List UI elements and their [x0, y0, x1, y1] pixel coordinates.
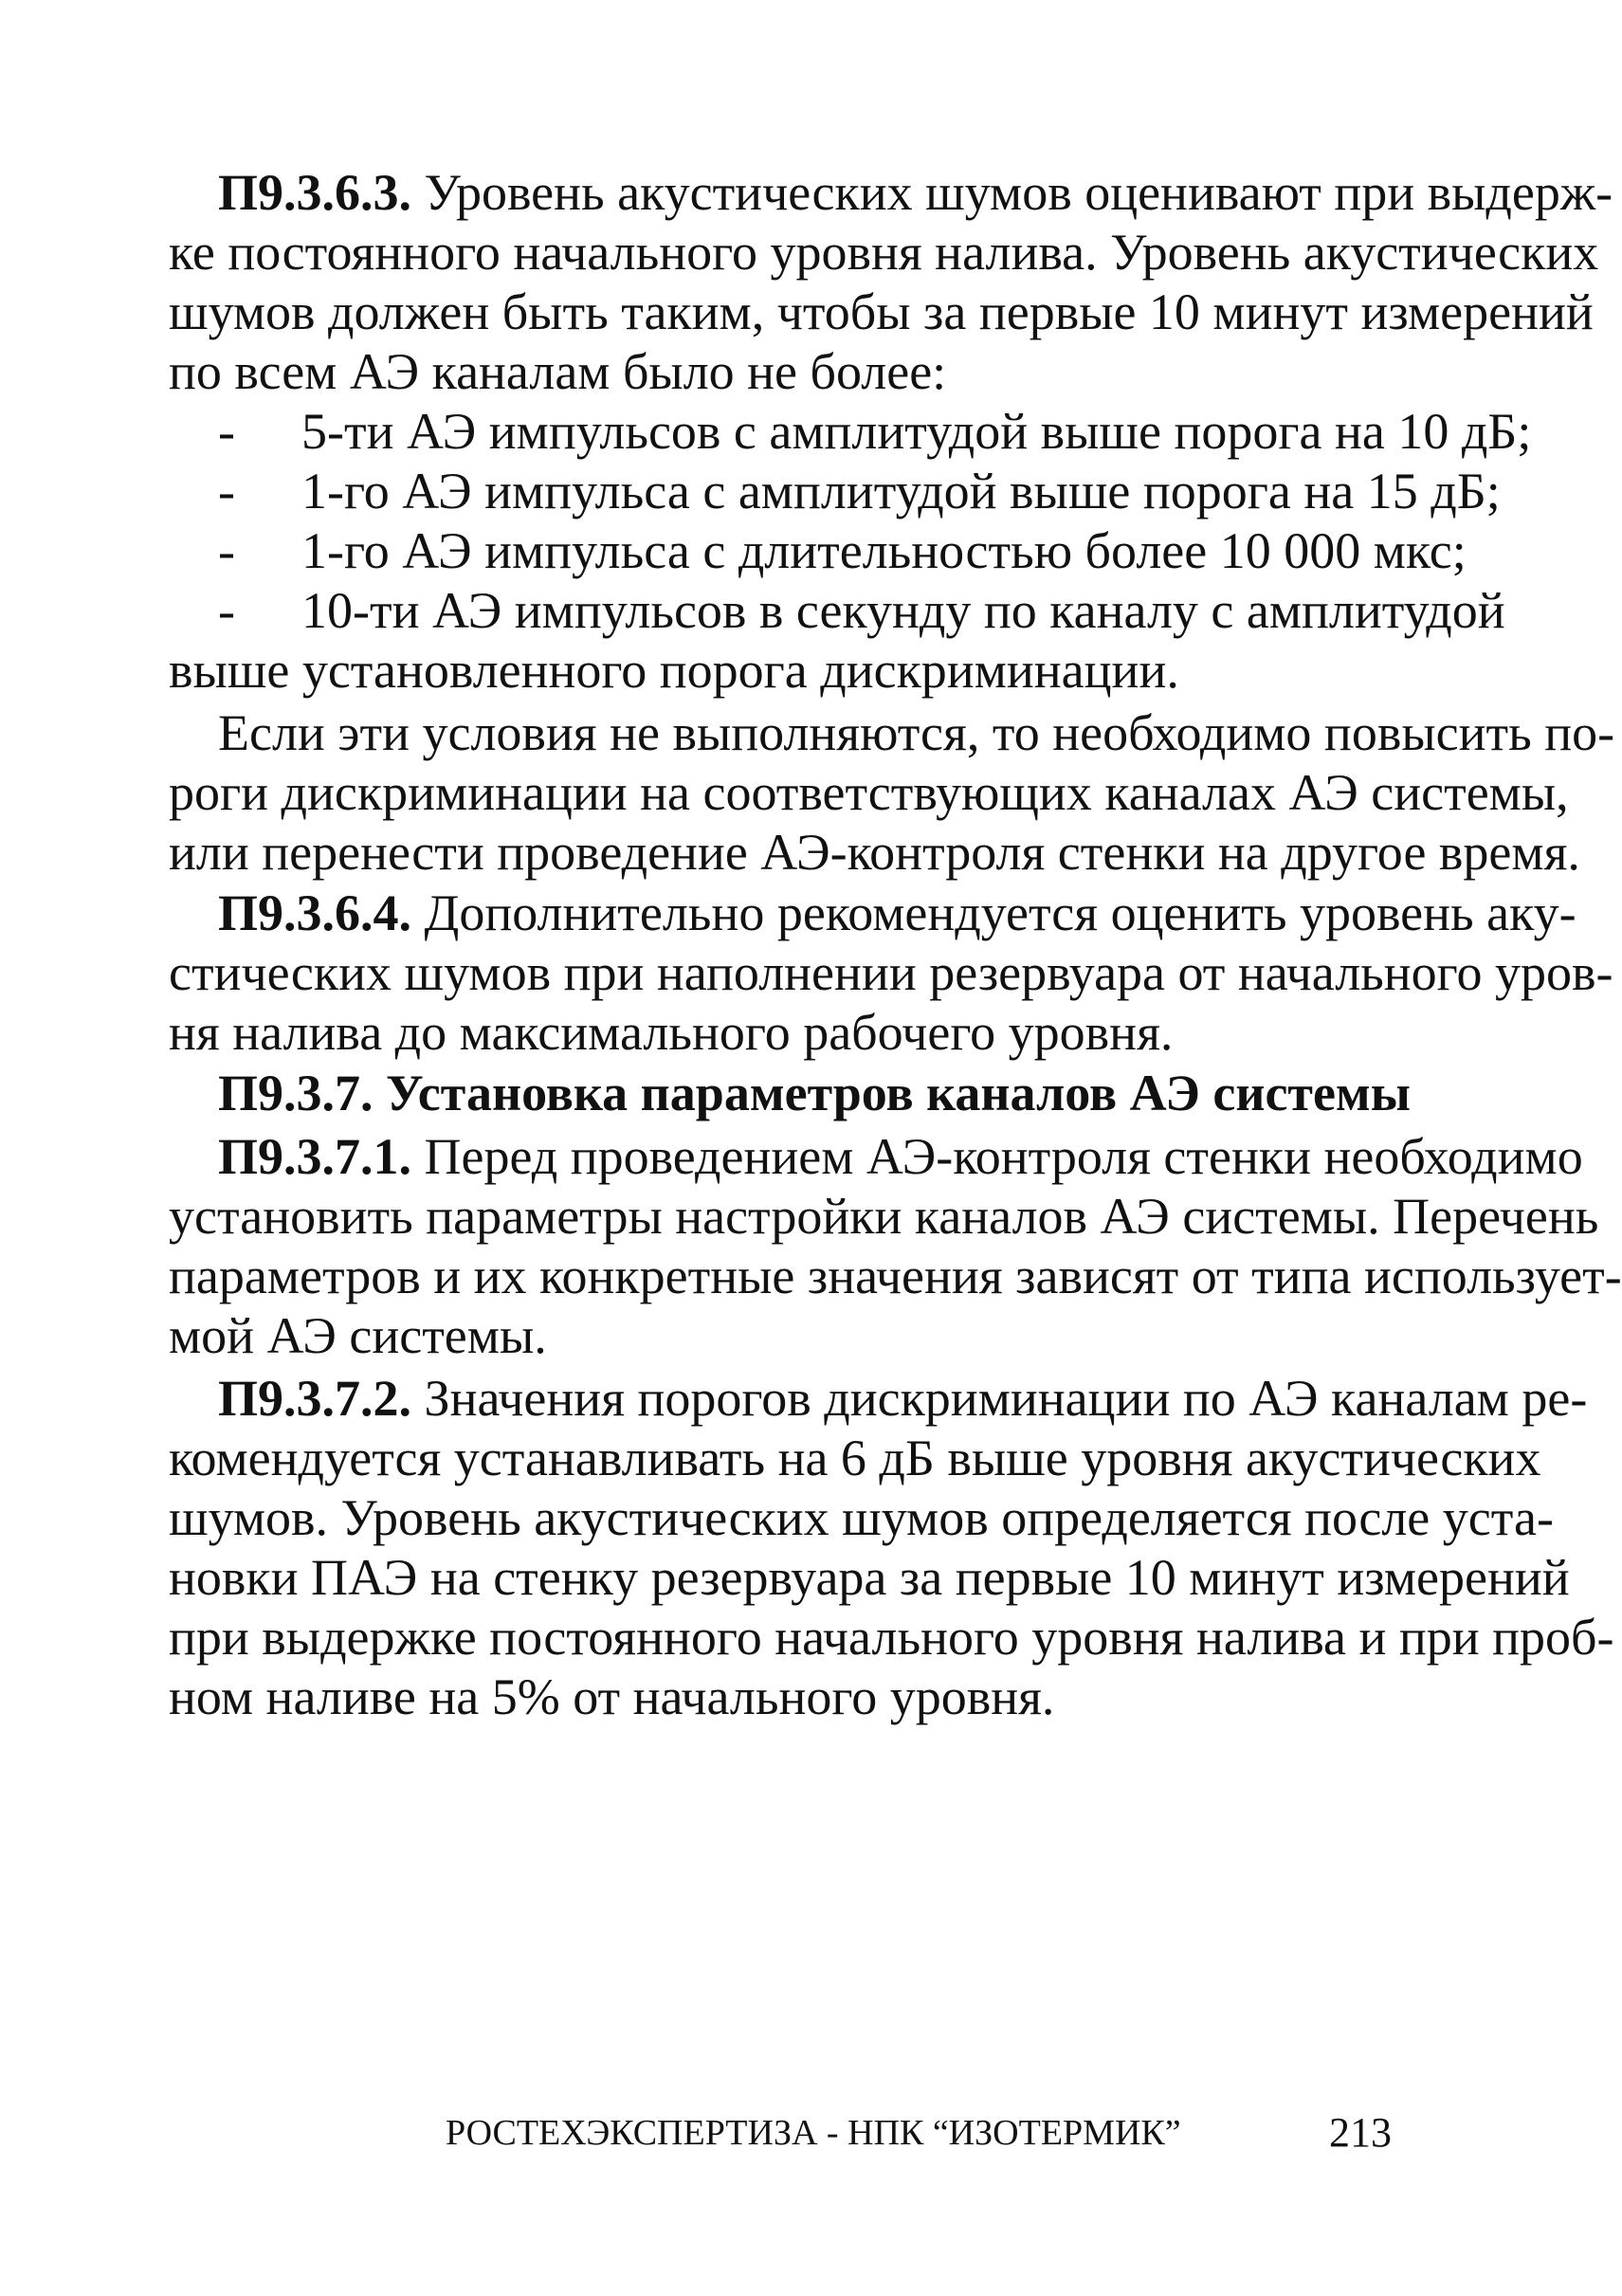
- bullet-text: 1-го АЭ импульса с амплитудой выше порога на 15 дБ;: [301, 463, 1501, 519]
- bullet-continuation: выше установленного порога дискриминации.: [169, 642, 1179, 699]
- paragraph-line: ном наливе на 5% от начального уровня.: [169, 1668, 1055, 1725]
- paragraph-line: ня налива до максимального рабочего уровня.: [169, 1004, 1174, 1061]
- paragraph-text: Перед проведением АЭ-контроля стенки необходимо: [411, 1128, 1583, 1185]
- page-number: 213: [1329, 2109, 1392, 2156]
- paragraph-line: ке постоянного начального уровня налива. Уровень акустических: [169, 224, 1599, 281]
- paragraph-line: Если эти условия не выполняются, то необходимо повысить по-: [218, 704, 1615, 761]
- paragraph-line: при выдержке постоянного начального уровня налива и при проб-: [169, 1609, 1614, 1666]
- paragraph-number: П9.3.7.2.: [218, 1370, 412, 1427]
- paragraph-line: или перенести проведение АЭ-контроля стенки на другое время.: [169, 824, 1580, 881]
- paragraph-line: установить параметры настройки каналов АЭ системы. Перечень: [169, 1188, 1599, 1245]
- paragraph-number: П9.3.6.4.: [218, 884, 412, 941]
- paragraph-line: шумов должен быть таким, чтобы за первые 10 минут измерений: [169, 283, 1594, 340]
- paragraph-line: шумов. Уровень акустических шумов определяется после уста-: [169, 1489, 1554, 1546]
- paragraph-number: П9.3.6.3.: [218, 164, 412, 221]
- paragraph-line: комендуется устанавливать на 6 дБ выше уровня акустических: [169, 1430, 1541, 1486]
- document-page: [169, 161, 1622, 2266]
- paragraph-line: параметров и их конкретные значения зависят от типа использует-: [169, 1248, 1622, 1304]
- bullet-dash: -: [218, 403, 235, 460]
- paragraph-line: по всем АЭ каналам было не более:: [169, 343, 947, 400]
- section-heading: П9.3.7. Установка параметров каналов АЭ системы: [218, 1065, 1411, 1121]
- paragraph-line: [218, 1367, 1588, 1430]
- paragraph-line: [218, 882, 1576, 944]
- bullet-text: 1-го АЭ импульса с длительностью более 10 000 мкс;: [301, 522, 1467, 579]
- paragraph-line: новки ПАЭ на стенку резервуара за первые 10 минут измерений: [169, 1549, 1570, 1606]
- paragraph-line: роги дискриминации на соответствующих каналах АЭ системы,: [169, 764, 1569, 821]
- paragraph-line: [218, 1125, 1583, 1188]
- paragraph-text: Значения порогов дискриминации по АЭ каналам ре-: [411, 1370, 1588, 1427]
- bullet-dash: -: [218, 522, 235, 579]
- bullet-dash: -: [218, 582, 235, 639]
- paragraph-number: П9.3.7.1.: [218, 1128, 412, 1185]
- footer-organization: РОСТЕХЭКСПЕРТИЗА - НПК “ИЗОТЕРМИК”: [446, 2113, 1181, 2153]
- bullet-text: 10-ти АЭ импульсов в секунду по каналу с амплитудой: [301, 582, 1505, 639]
- paragraph-line: стических шумов при наполнении резервуара от начального уров-: [169, 944, 1613, 1001]
- paragraph-line: [218, 161, 1613, 224]
- paragraph-text: Дополнительно рекомендуется оценить уровень аку-: [411, 884, 1576, 941]
- paragraph-text: Уровень акустических шумов оценивают при выдерж-: [411, 164, 1613, 221]
- bullet-text: 5-ти АЭ импульсов с амплитудой выше порога на 10 дБ;: [301, 403, 1532, 460]
- bullet-dash: -: [218, 463, 235, 519]
- paragraph-line: мой АЭ системы.: [169, 1307, 547, 1364]
